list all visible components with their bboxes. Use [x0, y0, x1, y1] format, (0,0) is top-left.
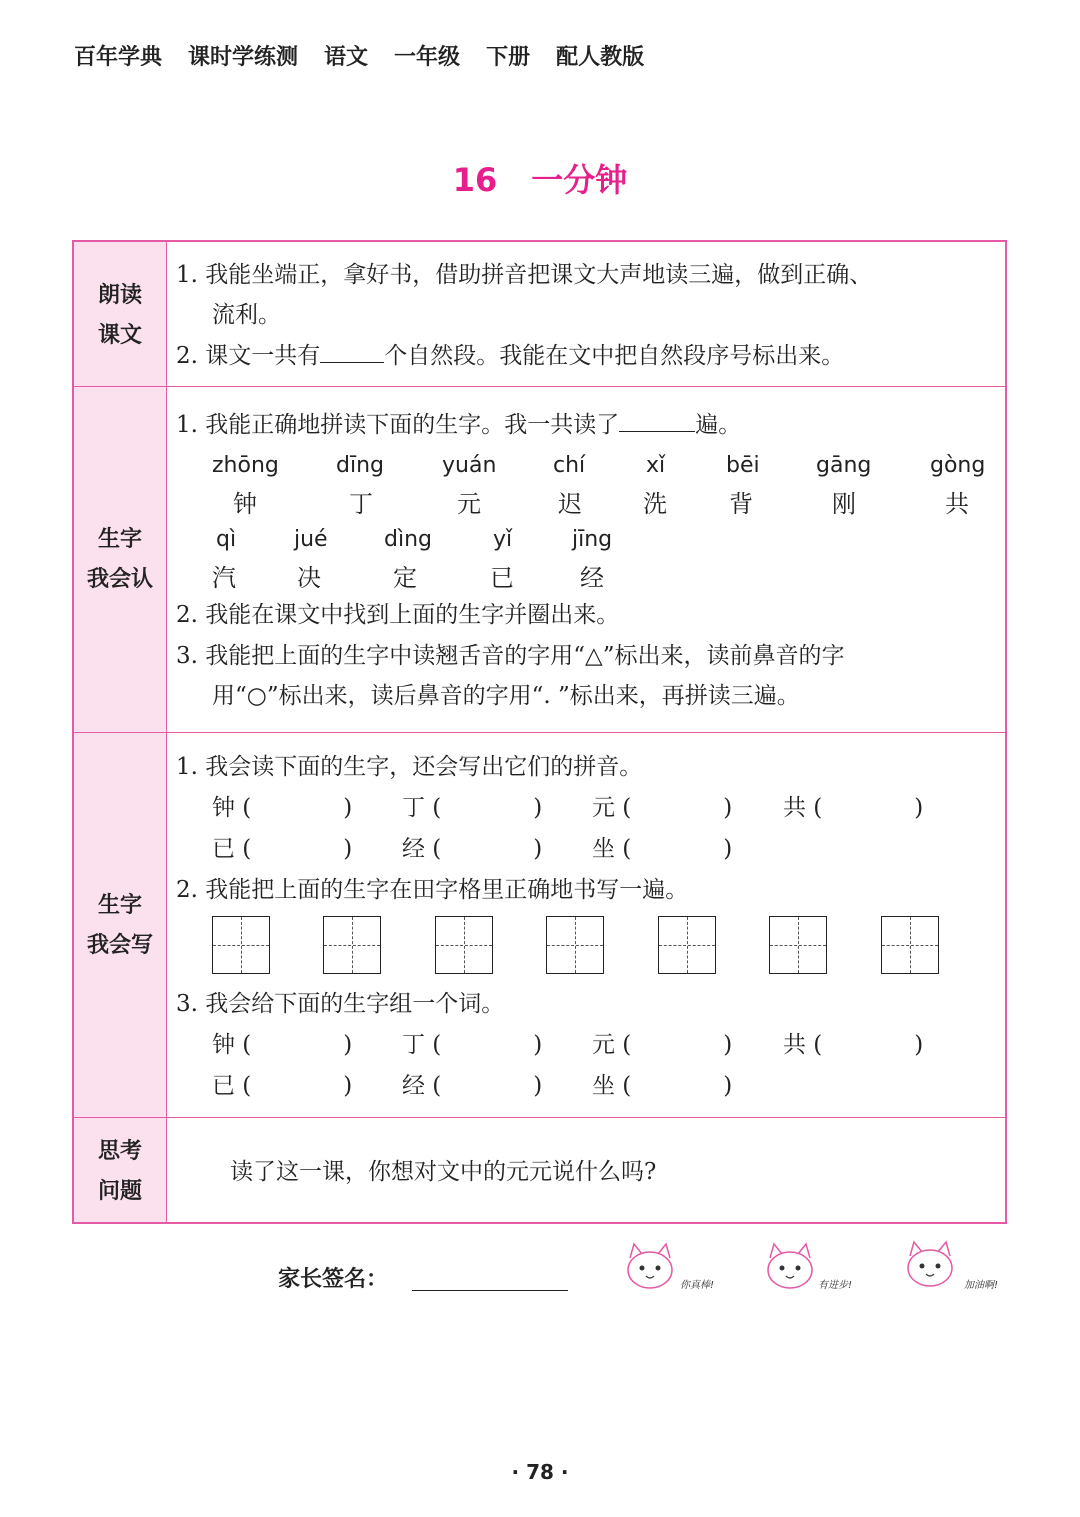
tianzige-box[interactable]: [769, 916, 827, 974]
read-item-1: 1. 我能坐端正，拿好书，借助拼音把课文大声地读三遍，做到正确、: [176, 262, 873, 288]
hanzi: 定: [393, 564, 417, 592]
pinyin: gāng: [816, 453, 872, 478]
sticker-text: 你真棒!: [680, 1280, 715, 1291]
section-label-read: 朗读 课文: [97, 283, 142, 348]
recognize-item-2: 2. 我能在课文中找到上面的生字并圈出来。: [176, 602, 620, 628]
pinyin: qì: [216, 527, 237, 552]
pinyin: yuán: [442, 453, 497, 478]
pinyin: dìng: [384, 527, 432, 552]
write-item-2: 2. 我能把上面的生字在田字格里正确地书写一遍。: [176, 877, 689, 903]
cat-sticker-icon: [760, 1240, 820, 1292]
hanzi: 刚: [832, 490, 856, 518]
pinyin-write-entry: 元 ( ): [592, 795, 733, 821]
word-entry: 钟 ( ): [212, 1032, 353, 1058]
section-label-think: 思考 问题: [97, 1139, 142, 1204]
write-item-1: 1. 我会读下面的生字，还会写出它们的拼音。: [176, 754, 643, 780]
word-entry: 已 ( ): [212, 1073, 353, 1099]
hanzi: 迟: [558, 490, 582, 518]
hanzi: 经: [580, 564, 604, 592]
pinyin-write-entry: 坐 ( ): [592, 836, 733, 862]
row-divider: [74, 1117, 1005, 1118]
read-item-1-cont: 流利。: [212, 302, 281, 328]
word-entry: 丁 ( ): [402, 1032, 543, 1058]
pinyin: jué: [294, 527, 328, 552]
pinyin-write-entry: 丁 ( ): [402, 795, 543, 821]
header-book: 课时学练测: [188, 45, 299, 70]
header-edition: 配人教版: [556, 45, 645, 70]
pinyin: yǐ: [493, 527, 513, 552]
page-number: · 78 ·: [511, 1460, 569, 1484]
recognize-item-3: 3. 我能把上面的生字中读翘舌音的字用“△”标出来，读前鼻音的字: [176, 643, 845, 669]
sticker-text: 加油啊!: [964, 1280, 999, 1291]
hanzi: 丁: [349, 490, 373, 518]
write-item-3: 3. 我会给下面的生字组一个词。: [176, 991, 505, 1017]
hanzi: 背: [729, 490, 753, 518]
tianzige-box[interactable]: [546, 916, 604, 974]
book-header: [74, 40, 670, 71]
hanzi: 钟: [233, 490, 257, 518]
pinyin: bēi: [726, 453, 760, 478]
pinyin: gòng: [930, 453, 986, 478]
word-entry: 元 ( ): [592, 1032, 733, 1058]
lesson-number: 16: [452, 161, 498, 199]
tianzige-box[interactable]: [881, 916, 939, 974]
row-divider: [74, 386, 1005, 387]
hanzi: 元: [457, 490, 481, 518]
word-entry: 经 ( ): [402, 1073, 543, 1099]
pinyin-write-entry: 已 ( ): [212, 836, 353, 862]
header-subject: 语文: [324, 45, 369, 70]
tianzige-box[interactable]: [212, 916, 270, 974]
section-label-recognize: 生字 我会认: [86, 527, 153, 592]
cat-sticker-icon: [620, 1240, 680, 1292]
hanzi: 共: [945, 490, 969, 518]
parent-signature-field[interactable]: [412, 1290, 568, 1291]
word-entry: 共 ( ): [783, 1032, 924, 1058]
read-times-blank[interactable]: [619, 405, 695, 432]
pinyin: dīng: [336, 453, 384, 478]
pinyin: chí: [553, 453, 586, 478]
pinyin-write-entry: 共 ( ): [783, 795, 924, 821]
paragraph-count-blank[interactable]: [320, 336, 384, 363]
cat-sticker-icon: [900, 1238, 960, 1290]
row-divider: [74, 732, 1005, 733]
parent-signature-label: 家长签名：: [278, 1267, 389, 1292]
sticker-text: 有进步!: [818, 1280, 853, 1291]
read-item-2: 2. 课文一共有 个自然段。我能在文中把自然段序号标出来。: [176, 336, 844, 376]
pinyin: jīng: [572, 527, 613, 552]
hanzi: 已: [490, 564, 514, 592]
lesson-title: [0, 155, 1080, 201]
header-series: 百年学典: [74, 45, 163, 70]
header-volume: 下册: [486, 45, 531, 70]
pinyin-write-entry: 钟 ( ): [212, 795, 353, 821]
pinyin: zhōng: [212, 453, 279, 478]
section-label-write: 生字 我会写: [86, 893, 153, 958]
pinyin-write-entry: 经 ( ): [402, 836, 543, 862]
tianzige-box[interactable]: [658, 916, 716, 974]
recognize-item-1: 1. 我能正确地拼读下面的生字。我一共读了 遍。: [176, 405, 741, 445]
header-grade: 一年级: [394, 45, 461, 70]
lesson-name: 一分钟: [531, 161, 628, 199]
hanzi: 洗: [643, 490, 667, 518]
pinyin: xǐ: [646, 453, 666, 478]
word-entry: 坐 ( ): [592, 1073, 733, 1099]
hanzi: 决: [297, 564, 321, 592]
tianzige-box[interactable]: [435, 916, 493, 974]
hanzi: 汽: [212, 564, 236, 592]
tianzige-box[interactable]: [323, 916, 381, 974]
recognize-item-3-cont: 用“○”标出来，读后鼻音的字用“. ”标出来，再拼读三遍。: [212, 683, 800, 709]
think-question: 读了这一课，你想对文中的元元说什么吗?: [230, 1159, 657, 1185]
